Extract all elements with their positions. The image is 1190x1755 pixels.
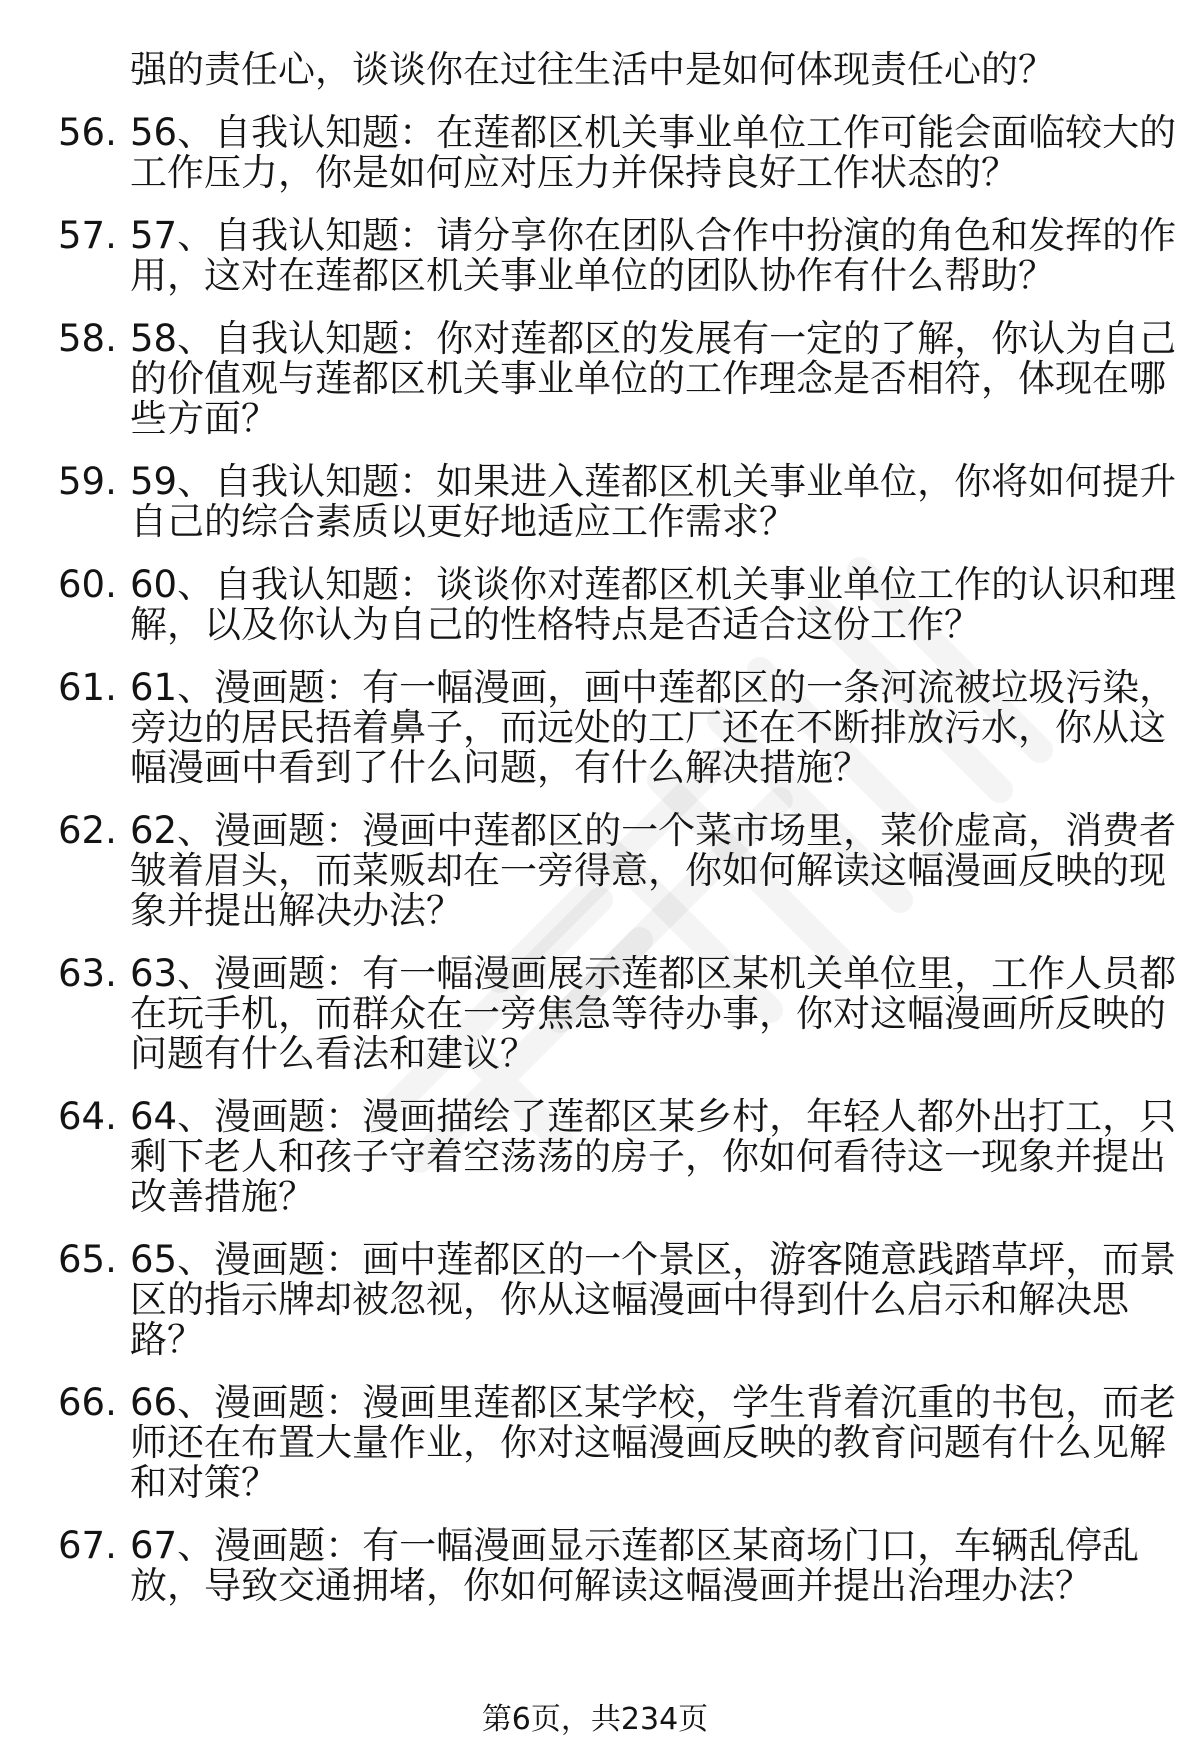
question-text: 的价值观与莲都区机关事业单位的工作理念是否相符，体现在哪: [130, 357, 1166, 400]
continuation-text: 强的责任心，谈谈你在过往生活中是如何体现责任心的？: [130, 48, 1055, 91]
question-text: 61、漫画题：有一幅漫画，画中莲都区的一条河流被垃圾污染，: [130, 666, 1177, 709]
question-text: 65、漫画题：画中莲都区的一个景区，游客随意践踏草坪，而景: [130, 1238, 1177, 1281]
question-number: 56.: [58, 111, 117, 154]
question-number: 62.: [58, 809, 117, 852]
question-text: 路？: [130, 1318, 204, 1361]
question-text: 59、自我认知题：如果进入莲都区机关事业单位，你将如何提升: [130, 460, 1177, 503]
question-number: 67.: [58, 1524, 117, 1567]
question-text: 63、漫画题：有一幅漫画展示莲都区某机关单位里，工作人员都: [130, 952, 1177, 995]
question-number: 65.: [58, 1238, 117, 1281]
question-text: 幅漫画中看到了什么问题，有什么解决措施？: [130, 746, 870, 789]
question-text: 57、自我认知题：请分享你在团队合作中扮演的角色和发挥的作: [130, 214, 1177, 257]
question-text: 象并提出解决办法？: [130, 889, 463, 932]
question-text: 解，以及你认为自己的性格特点是否适合这份工作？: [130, 603, 981, 646]
question-number: 60.: [58, 563, 117, 606]
question-number: 58.: [58, 317, 117, 360]
question-text: 问题有什么看法和建议？: [130, 1032, 537, 1075]
question-text: 放，导致交通拥堵，你如何解读这幅漫画并提出治理办法？: [130, 1564, 1092, 1607]
question-text: 师还在布置大量作业，你对这幅漫画反映的教育问题有什么见解: [130, 1421, 1166, 1464]
question-text: 自己的综合素质以更好地适应工作需求？: [130, 500, 796, 543]
question-text: 工作压力，你是如何应对压力并保持良好工作状态的？: [130, 151, 1018, 194]
question-text: 些方面？: [130, 397, 278, 440]
question-number: 63.: [58, 952, 117, 995]
question-number: 66.: [58, 1381, 117, 1424]
question-text: 67、漫画题：有一幅漫画显示莲都区某商场门口，车辆乱停乱: [130, 1524, 1140, 1567]
question-text: 旁边的居民捂着鼻子，而远处的工厂还在不断排放污水，你从这: [130, 706, 1166, 749]
question-text: 改善措施？: [130, 1175, 315, 1218]
page-footer: 第6页，共234页: [481, 1702, 709, 1737]
question-text: 和对策？: [130, 1461, 278, 1504]
question-number: 57.: [58, 214, 117, 257]
question-text: 剩下老人和孩子守着空荡荡的房子，你如何看待这一现象并提出: [130, 1135, 1166, 1178]
question-text: 66、漫画题：漫画里莲都区某学校，学生背着沉重的书包，而老: [130, 1381, 1177, 1424]
question-text: 58、自我认知题：你对莲都区的发展有一定的了解，你认为自己: [130, 317, 1177, 360]
question-text: 56、自我认知题：在莲都区机关事业单位工作可能会面临较大的: [130, 111, 1177, 154]
question-text: 62、漫画题：漫画中莲都区的一个菜市场里，菜价虚高，消费者: [130, 809, 1177, 852]
question-text: 在玩手机，而群众在一旁焦急等待办事，你对这幅漫画所反映的: [130, 992, 1166, 1035]
question-text: 区的指示牌却被忽视，你从这幅漫画中得到什么启示和解决思: [130, 1278, 1129, 1321]
question-text: 60、自我认知题：谈谈你对莲都区机关事业单位工作的认识和理: [130, 563, 1177, 606]
question-number: 59.: [58, 460, 117, 503]
question-number: 64.: [58, 1095, 117, 1138]
question-number: 61.: [58, 666, 117, 709]
question-text: 用，这对在莲都区机关事业单位的团队协作有什么帮助？: [130, 254, 1055, 297]
question-text: 皱着眉头，而菜贩却在一旁得意，你如何解读这幅漫画反映的现: [130, 849, 1166, 892]
question-text: 64、漫画题：漫画描绘了莲都区某乡村，年轻人都外出打工，只: [130, 1095, 1177, 1138]
